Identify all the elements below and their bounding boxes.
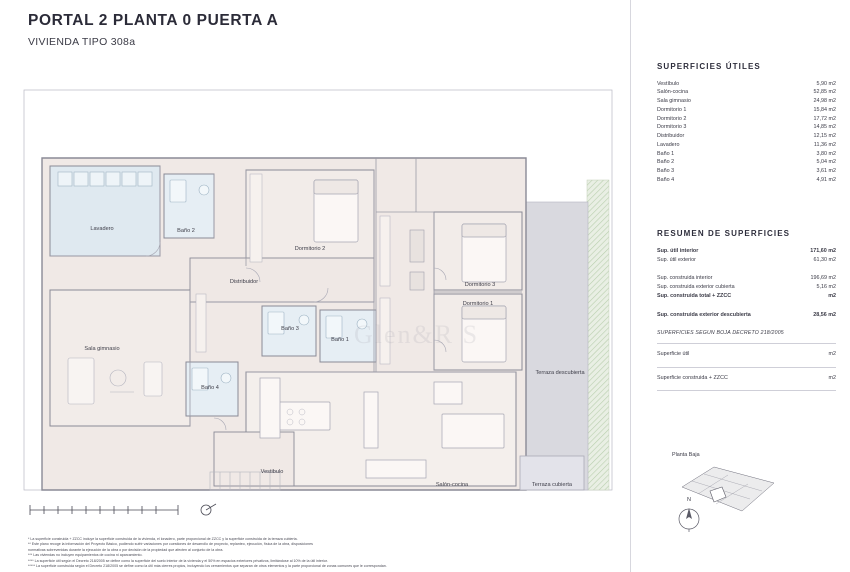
- surface-value: 11,36 m2: [813, 141, 836, 148]
- svg-text:Dormitorio 1: Dormitorio 1: [462, 301, 494, 307]
- compass-icon: [672, 504, 706, 534]
- surface-row: [657, 115, 836, 124]
- svg-text:Lavadero: Lavadero: [90, 226, 114, 232]
- summary-row: [657, 311, 836, 320]
- surface-value: 3,80 m2: [816, 150, 836, 157]
- summary-value: 196,69 m2: [810, 275, 836, 282]
- surface-row: [657, 89, 836, 98]
- surface-label: Baño 4: [657, 176, 675, 183]
- surface-row: [657, 80, 836, 89]
- spacer: [657, 301, 836, 311]
- svg-text:Baño 3: Baño 3: [281, 326, 299, 332]
- surface-row: [657, 168, 836, 177]
- decree-row: [657, 375, 836, 384]
- surface-value: 17,72 m2: [813, 115, 836, 122]
- summary-value: 61,30 m2: [813, 256, 836, 263]
- summary-value: m2: [828, 292, 836, 299]
- surface-label: Dormitorio 1: [657, 106, 687, 113]
- summary-value: 28,56 m2: [813, 311, 836, 318]
- summary-label: Sup. construida exterior descubierta: [657, 311, 751, 318]
- summary-label: Sup. construida total + ZZCC: [657, 292, 732, 299]
- header: [28, 12, 628, 48]
- decree-label: Superficie útil: [657, 351, 690, 358]
- svg-text:Baño 2: Baño 2: [177, 228, 195, 234]
- surface-label: Lavadero: [657, 141, 680, 148]
- footnote-5: **** La superficie útil según el Decreto 218/2005 se define como la superficie del suelo interior de la vivienda y el 50% en espacios exteriores privativos, limitándose al 10% de la útil interior.: [28, 558, 328, 563]
- north-letter: N: [687, 497, 691, 503]
- surface-value: 15,84 m2: [813, 106, 836, 113]
- footnotes: [28, 537, 618, 569]
- svg-text:Dormitorio 2: Dormitorio 2: [294, 246, 326, 252]
- surface-row: [657, 133, 836, 142]
- summary-label: Sup. útil exterior: [657, 256, 696, 263]
- surface-value: 5,04 m2: [816, 159, 836, 166]
- surface-value: 5,90 m2: [816, 80, 836, 87]
- surface-label: Baño 3: [657, 168, 675, 175]
- svg-text:Salón-cocina: Salón-cocina: [435, 482, 469, 488]
- decree-row: [657, 351, 836, 360]
- surface-label: Vestíbulo: [657, 80, 680, 87]
- surface-row: [657, 176, 836, 185]
- summary-label: Sup. construida interior: [657, 275, 713, 282]
- scale-bar: [28, 500, 228, 524]
- surface-value: 52,85 m2: [813, 89, 836, 96]
- footnote-3: normativas sobrevenidas durante la ejecución de la obra o por decisión de la propiedad que afecten al conjunto de la obra.: [28, 547, 224, 552]
- summary-label: Sup. construida exterior cubierta: [657, 284, 735, 291]
- spacer: [657, 265, 836, 275]
- summary-heading: RESUMEN DE SUPERFICIES: [657, 229, 791, 239]
- summary-row: [657, 283, 836, 292]
- surface-label: Sala gimnasio: [657, 98, 691, 105]
- summary-value: 5,16 m2: [816, 284, 836, 291]
- surface-row: [657, 150, 836, 159]
- surface-label: Salón-cocina: [657, 89, 689, 96]
- surface-label: Dormitorio 2: [657, 115, 687, 122]
- svg-text:Sala gimnasio: Sala gimnasio: [84, 346, 120, 352]
- summary-row: [657, 247, 836, 256]
- summary-row: [657, 256, 836, 265]
- surface-label: Baño 1: [657, 150, 675, 157]
- divider: [657, 367, 836, 368]
- page-title: PORTAL 2 PLANTA 0 PUERTA A: [28, 12, 279, 29]
- svg-text:Terraza cubierta: Terraza cubierta: [531, 482, 573, 488]
- page-subtitle: VIVIENDA TIPO 308a: [28, 36, 136, 48]
- surface-label: Dormitorio 3: [657, 124, 687, 131]
- floor-plan: [14, 62, 624, 492]
- summary-row: [657, 275, 836, 284]
- svg-text:Vestibulo: Vestibulo: [260, 469, 284, 475]
- surface-value: 4,91 m2: [816, 176, 836, 183]
- footnote-4: *** Las viviendas no incluyen equipamientos de cocina ni aparcamiento.: [28, 553, 143, 558]
- decree-value: m2: [828, 375, 836, 382]
- surface-label: Distribuidor: [657, 133, 685, 140]
- decree-list: [657, 343, 836, 392]
- svg-text:Baño 4: Baño 4: [201, 385, 219, 391]
- footnote-1: * La superficie construida + ZZCC incluye la superficie construida de la vivienda, el lonadero, parte proporcional de ZZCC y la superficie construida de la terraza cubierta.: [28, 537, 298, 541]
- key-plan-label: Planta Baja: [672, 452, 700, 458]
- divider: [657, 343, 836, 344]
- surface-value: 14,85 m2: [813, 124, 836, 131]
- svg-text:Dormitorio 3: Dormitorio 3: [464, 282, 496, 288]
- useful-surfaces-list: [657, 80, 836, 185]
- surface-row: [657, 98, 836, 107]
- surface-value: 3,61 m2: [816, 168, 836, 175]
- svg-text:Baño 1: Baño 1: [331, 337, 349, 343]
- surface-row: [657, 124, 836, 133]
- summary-list: [657, 247, 836, 320]
- summary-label: Sup. útil interior: [657, 247, 699, 254]
- divider: [657, 390, 836, 391]
- surface-row: [657, 159, 836, 168]
- footnote-2: ** Este plano recoge la información del Proyecto Básico, pudiendo sufrir variaciones por cuestiones de desarrollo de proyecto, replanteo, ejecución, física de la obra, disposiciones: [28, 542, 313, 547]
- surface-row: [657, 106, 836, 115]
- svg-text:Terraza descubierta: Terraza descubierta: [535, 370, 585, 376]
- surface-row: [657, 141, 836, 150]
- surface-label: Baño 2: [657, 159, 675, 166]
- footnote-6: ***** La superficie construida según el Decreto 218/2005 se define como la útil más cierres propios, incluyendo los cerramientos que separan de otros elementos y la parte proporcional de zonas comunes que le correspondan.: [28, 563, 387, 568]
- summary-row: [657, 292, 836, 301]
- decree-note: SUPERFICIES SEGUN BOJA DECRETO 218/2005: [657, 329, 784, 336]
- svg-text:Distribuidor: Distribuidor: [229, 279, 259, 285]
- summary-value: 171,60 m2: [810, 247, 836, 254]
- useful-surfaces-heading: SUPERFICIES ÚTILES: [657, 62, 761, 71]
- north-arrow: [672, 497, 706, 537]
- decree-label: Superficie construida + ZZCC: [657, 375, 728, 382]
- surface-value: 12,15 m2: [813, 133, 836, 140]
- decree-value: m2: [828, 351, 836, 358]
- surface-value: 24,98 m2: [813, 98, 836, 105]
